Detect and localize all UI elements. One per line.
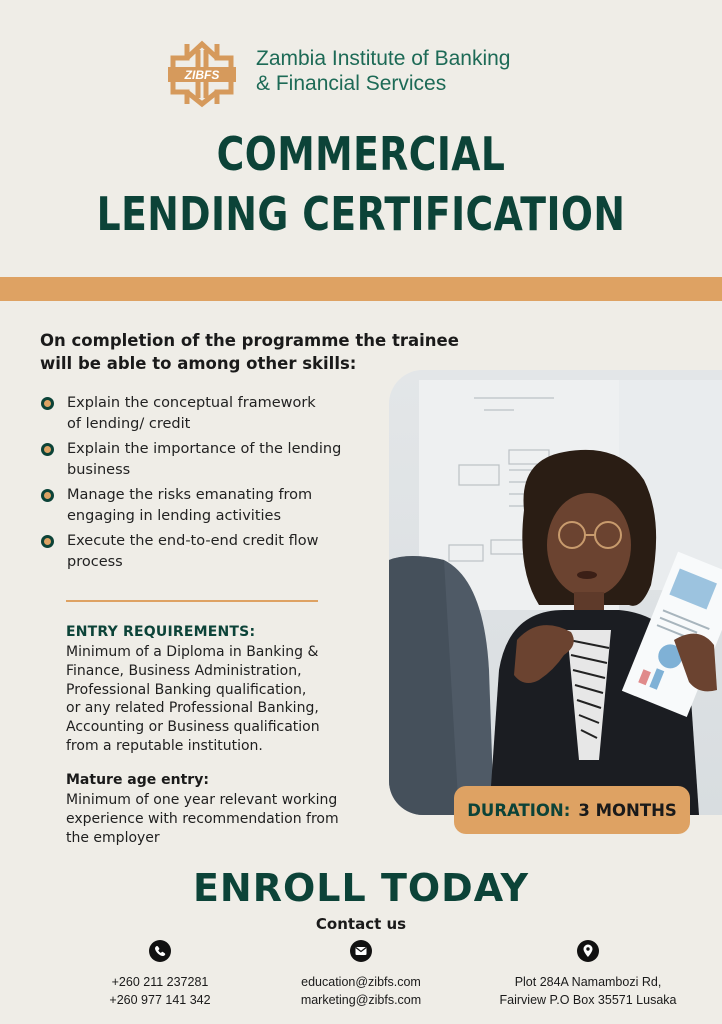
presenter-photo (389, 370, 722, 815)
bullet-icon (41, 397, 54, 410)
entry-requirements-text (66, 643, 366, 756)
entry-line: from a reputable institution. (66, 737, 263, 754)
address-line: Plot 284A Namambozi Rd, (514, 975, 662, 989)
contact-email (282, 940, 440, 1009)
skill-text: of lending/ credit (67, 416, 191, 432)
intro-line2: will be able to among other skills: (40, 354, 357, 373)
enroll-heading: ENROLL TODAY (192, 866, 530, 910)
skill-text: Explain the importance of the lending (67, 441, 342, 457)
bullet-icon (41, 489, 54, 502)
title-line2: LENDING CERTIFICATION (96, 187, 626, 241)
list-item (40, 531, 370, 573)
mature-entry-heading: Mature age entry: (66, 772, 209, 788)
list-item (40, 439, 370, 481)
mature-entry-text (66, 791, 366, 847)
skill-text: engaging in lending activities (67, 508, 282, 524)
section-divider (66, 600, 318, 602)
organization-name (256, 46, 576, 96)
bullet-icon (41, 443, 54, 456)
phone-icon (149, 940, 171, 962)
entry-line: Accounting or Business qualification (66, 719, 320, 736)
contact-phone (90, 940, 230, 1009)
entry-line: or any related Professional Banking, (66, 700, 319, 717)
skill-text: process (67, 554, 123, 570)
bullet-icon (41, 535, 54, 548)
duration-value: 3 MONTHS (578, 800, 677, 820)
intro-line1: On completion of the programme the trainee (40, 331, 459, 350)
presenter-photo-illustration (389, 370, 722, 815)
mature-line: the employer (66, 829, 160, 846)
duration-label: DURATION: (467, 800, 571, 820)
svg-text:ZIBFS: ZIBFS (184, 68, 220, 82)
org-name-line2: & Financial Services (256, 72, 447, 95)
skill-text: business (67, 462, 131, 478)
duration-badge (454, 786, 690, 834)
entry-line: Minimum of a Diploma in Banking & (66, 644, 319, 660)
phone-number[interactable]: +260 977 141 342 (109, 993, 211, 1007)
email-address[interactable]: education@zibfs.com (301, 975, 421, 989)
mature-line: Minimum of one year relevant working (66, 792, 338, 808)
email-address[interactable]: marketing@zibfs.com (300, 993, 422, 1007)
contact-heading: Contact us (315, 915, 407, 933)
list-item (40, 393, 370, 435)
contact-address (486, 940, 690, 1009)
title-line1: COMMERCIAL (216, 127, 506, 181)
email-icon (350, 940, 372, 962)
mature-line: experience with recommendation from (66, 810, 339, 827)
address-line: Fairview P.O Box 35571 Lusaka (499, 993, 677, 1007)
location-pin-icon (577, 940, 599, 962)
skills-list (40, 393, 370, 577)
entry-line: Professional Banking qualification, (66, 681, 307, 698)
phone-number[interactable]: +260 211 237281 (111, 975, 209, 989)
intro-text (40, 329, 460, 375)
org-name-line1: Zambia Institute of Banking (256, 47, 511, 70)
entry-requirements-heading: ENTRY REQUIREMENTS: (66, 624, 256, 640)
page-title (65, 124, 657, 244)
skill-text: Manage the risks emanating from (67, 487, 313, 503)
zibfs-logo (165, 40, 239, 108)
skill-text: Execute the end-to-end credit flow (67, 533, 319, 549)
entry-line: Finance, Business Administration, (66, 662, 302, 679)
skill-text: Explain the conceptual framework (67, 395, 316, 411)
accent-band (0, 277, 722, 301)
list-item (40, 485, 370, 527)
